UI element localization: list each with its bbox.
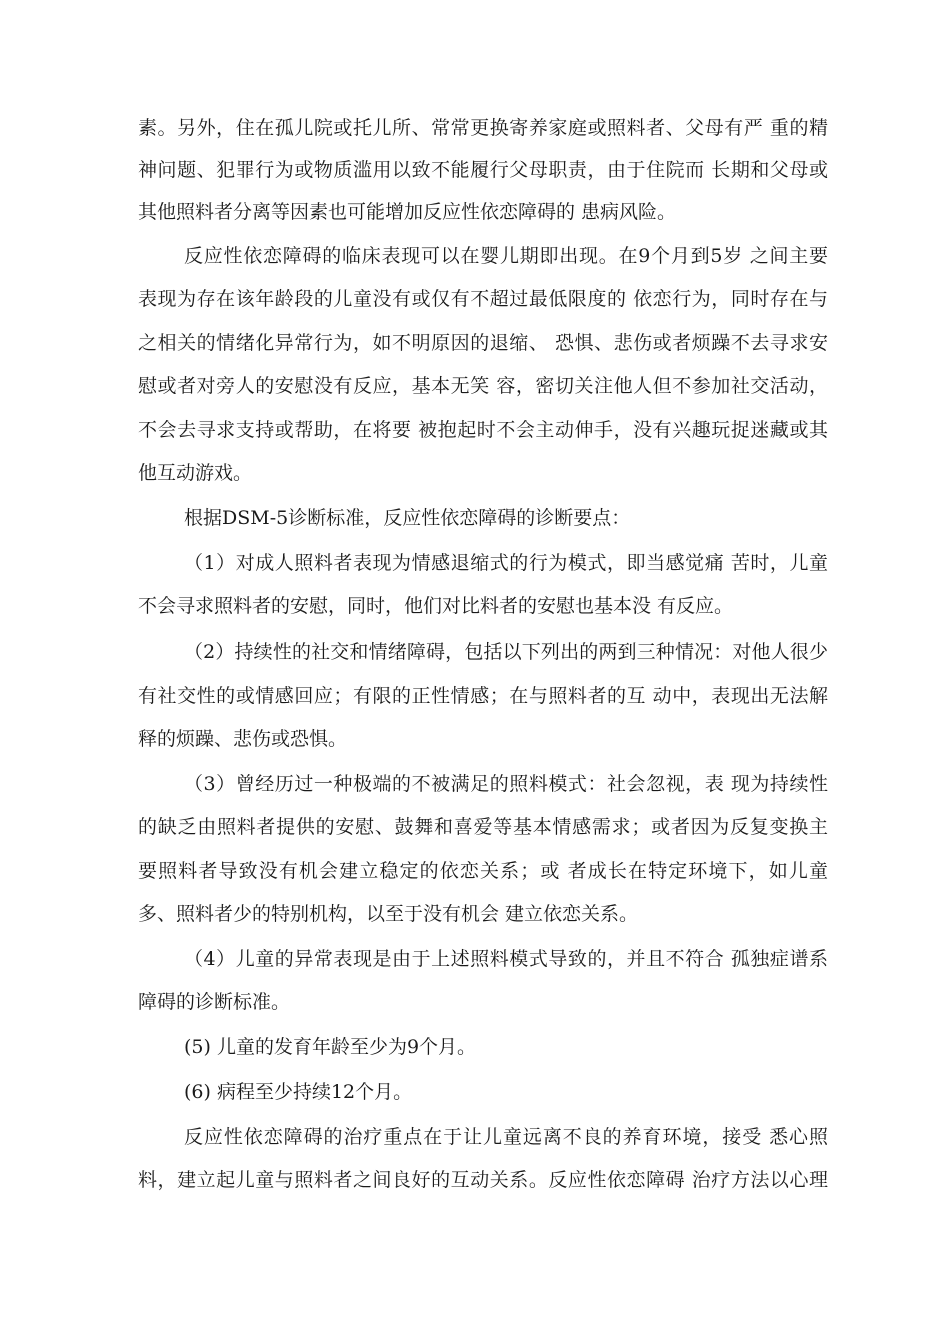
- paragraph-2-line-5: 不会去寻求支持或帮助，在将要 被抱起时不会主动伸手，没有兴趣玩捉迷藏或其: [138, 419, 828, 441]
- paragraph-5-line-3: 释的烦躁、悲伤或恐惧。: [138, 728, 348, 750]
- paragraph-1-line-3: 其他照料者分离等因素也可能增加反应性依恋障碍的 患病风险。: [138, 201, 677, 223]
- paragraph-2-line-3: 之相关的情绪化异常行为，如不明原因的退缩、 恐惧、悲伤或者烦躁不去寻求安: [138, 332, 828, 354]
- paragraph-6-line-3: 要照料者导致没有机会建立稳定的依恋关系；或 者成长在特定环境下，如儿童: [138, 860, 828, 882]
- paragraph-9-line-1: (6) 病程至少持续12个月。: [184, 1081, 413, 1103]
- paragraph-2-line-1: 反应性依恋障碍的临床表现可以在婴儿期即出现。在9个月到5岁 之间主要: [184, 245, 828, 267]
- paragraph-2-line-6: 他互动游戏。: [138, 462, 253, 484]
- paragraph-1-line-1: 素。另外，住在孤儿院或托儿所、常常更换寄养家庭或照料者、父母有严 重的精: [138, 117, 828, 139]
- paragraph-3-line-1: 根据DSM-5诊断标准，反应性依恋障碍的诊断要点：: [184, 507, 631, 529]
- paragraph-7-line-2: 障碍的诊断标准。: [138, 991, 291, 1013]
- paragraph-10-line-2: 料，建立起儿童与照料者之间良好的互动关系。反应性依恋障碍 治疗方法以心理: [138, 1169, 828, 1191]
- paragraph-6-line-1: （3）曾经历过一种极端的不被满足的照料模式：社会忽视，表 现为持续性: [184, 773, 828, 795]
- paragraph-4-line-1: （1）对成人照料者表现为情感退缩式的行为模式，即当感觉痛 苦时，儿童: [184, 552, 828, 574]
- paragraph-7-line-1: （4）儿童的异常表现是由于上述照料模式导致的，并且不符合 孤独症谱系: [184, 948, 828, 970]
- paragraph-5-line-2: 有社交性的或情感回应；有限的正性情感；在与照料者的互 动中，表现出无法解: [138, 685, 828, 707]
- paragraph-8-line-1: (5) 儿童的发育年龄至少为9个月。: [184, 1036, 477, 1058]
- paragraph-6-line-4: 多、照料者少的特别机构，以至于没有机会 建立依恋关系。: [138, 903, 639, 925]
- paragraph-1-line-2: 神问题、犯罪行为或物质滥用以致不能履行父母职责，由于住院而 长期和父母或: [138, 159, 828, 181]
- paragraph-2-line-2: 表现为存在该年龄段的儿童没有或仅有不超过最低限度的 依恋行为，同时存在与: [138, 288, 828, 310]
- paragraph-2-line-4: 慰或者对旁人的安慰没有反应，基本无笑 容，密切关注他人但不参加社交活动，: [138, 375, 828, 397]
- paragraph-10-line-1: 反应性依恋障碍的治疗重点在于让儿童远离不良的养育环境，接受 悉心照: [184, 1126, 828, 1148]
- paragraph-4-line-2: 不会寻求照料者的安慰，同时，他们对比料者的安慰也基本没 有反应。: [138, 595, 734, 617]
- paragraph-5-line-1: （2）持续性的社交和情绪障碍，包括以下列出的两到三种情况：对他人很少: [184, 641, 828, 663]
- paragraph-6-line-2: 的缺乏由照料者提供的安慰、鼓舞和喜爱等基本情感需求；或者因为反复变换主: [138, 816, 828, 838]
